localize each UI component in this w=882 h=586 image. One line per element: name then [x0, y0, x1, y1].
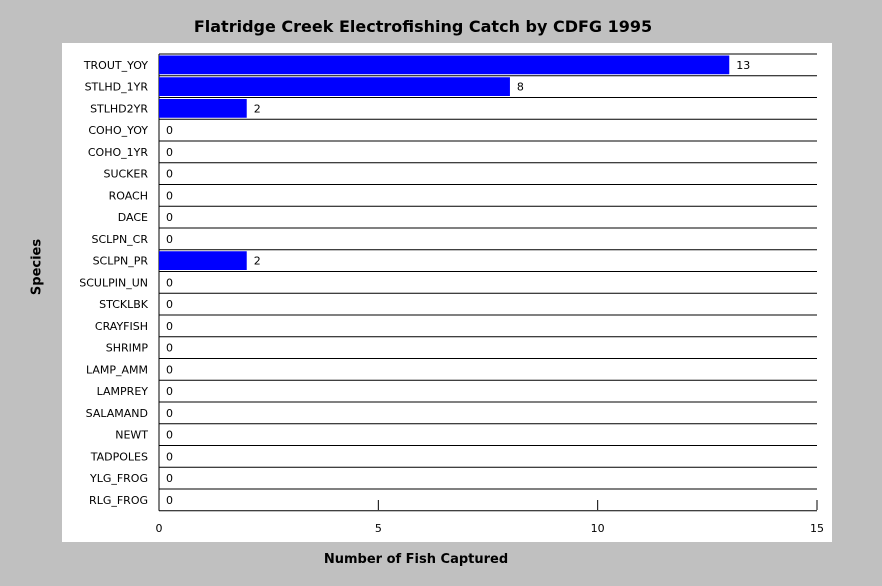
data-label: 8: [516, 80, 524, 94]
bar: [159, 77, 510, 96]
category-label: SUCKER: [103, 167, 148, 181]
bar: [159, 56, 729, 75]
data-label: 0: [166, 189, 173, 203]
x-tick-label: 10: [590, 522, 605, 535]
data-label: 0: [166, 276, 173, 290]
data-label: 0: [166, 385, 173, 399]
category-label: COHO_YOY: [88, 124, 148, 138]
data-label: 0: [166, 472, 173, 486]
category-label: RLG_FROG: [89, 493, 148, 507]
data-label: 0: [166, 145, 173, 159]
data-label: 0: [166, 319, 173, 333]
data-label: 0: [166, 450, 173, 464]
y-axis-label: Species: [29, 238, 45, 296]
data-label: 0: [166, 211, 173, 225]
category-label: TROUT_YOY: [83, 58, 148, 72]
data-label: 2: [253, 102, 261, 116]
category-label: NEWT: [115, 428, 148, 442]
category-label: SALAMAND: [85, 406, 148, 420]
data-label: 0: [166, 232, 173, 246]
category-label: STLHD_1YR: [84, 80, 148, 94]
category-label: TADPOLES: [90, 450, 148, 464]
category-label: ROACH: [108, 189, 148, 203]
category-label: YLG_FROG: [89, 472, 148, 486]
category-label: STLHD2YR: [90, 102, 148, 116]
category-label: COHO_1YR: [87, 145, 148, 159]
category-label: LAMP_AMM: [85, 363, 148, 377]
x-tick-label: 0: [155, 522, 163, 535]
data-label: 0: [166, 428, 173, 442]
category-label: CRAYFISH: [94, 319, 148, 333]
x-axis-label: Number of Fish Captured: [323, 552, 509, 567]
data-label: 0: [166, 341, 173, 355]
data-label: 0: [166, 124, 173, 138]
data-label: 0: [166, 298, 173, 312]
category-label: SCLPN_CR: [91, 232, 148, 246]
data-label: 0: [166, 406, 173, 420]
bar: [159, 251, 247, 270]
category-label: SCLPN_PR: [92, 254, 148, 268]
data-label: 13: [736, 58, 751, 72]
bar: [159, 99, 247, 118]
data-label: 0: [166, 493, 173, 507]
category-label: DACE: [117, 211, 148, 225]
x-tick-label: 15: [810, 522, 824, 535]
category-label: STCKLBK: [99, 298, 148, 312]
x-tick-label: 5: [374, 522, 382, 535]
data-label: 0: [166, 167, 173, 181]
data-label: 2: [253, 254, 261, 268]
data-label: 0: [166, 363, 173, 377]
category-label: SCULPIN_UN: [79, 276, 148, 290]
category-label: SHRIMP: [105, 341, 148, 355]
chart-title: Flatridge Creek Electrofishing Catch by CDFG 1995: [193, 17, 653, 36]
category-label: LAMPREY: [96, 385, 148, 399]
